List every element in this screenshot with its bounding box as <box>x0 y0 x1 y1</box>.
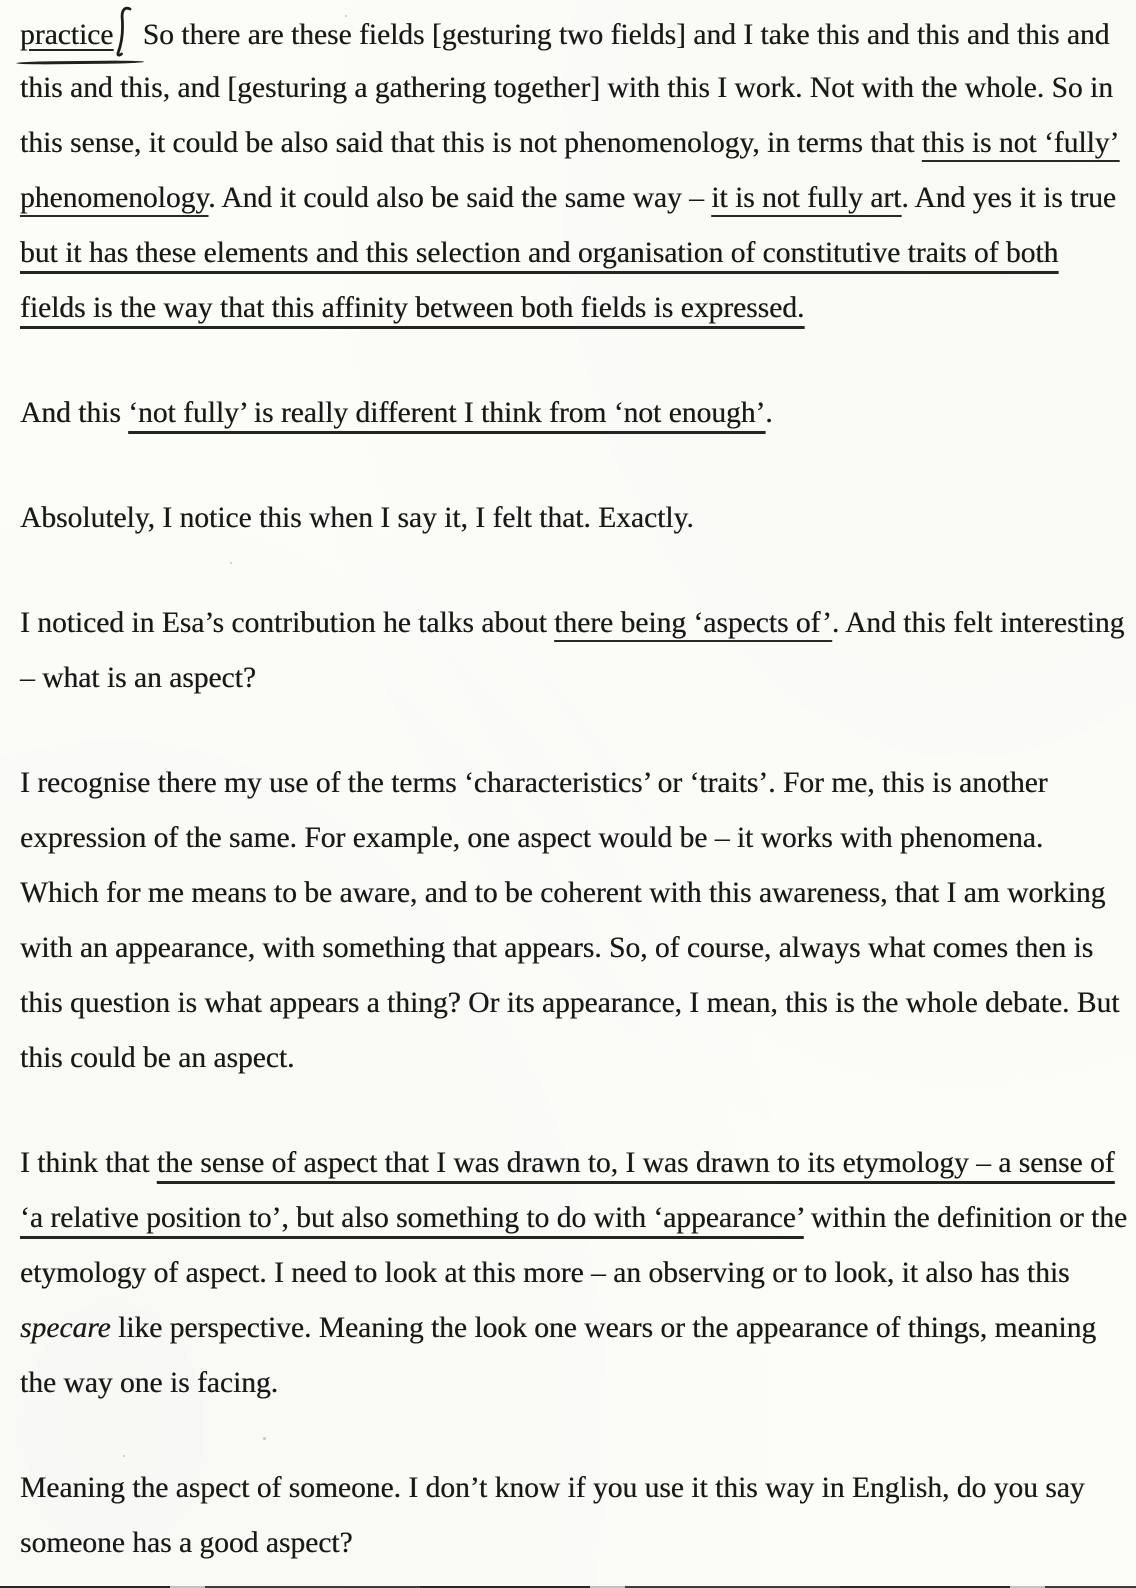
document-body <box>20 6 1128 1571</box>
text-line <box>20 866 1116 921</box>
underlined-text: there being ‘aspects of’ <box>554 607 832 639</box>
paragraph <box>20 6 1120 336</box>
text-line <box>20 1516 1116 1571</box>
paragraph <box>20 756 1120 1086</box>
scan-speck <box>230 562 232 564</box>
paragraph <box>20 1461 1116 1571</box>
text-segment: within the definition or the <box>803 1202 1128 1234</box>
text-segment: Absolutely, I notice this when I say it, I felt that. Exactly. <box>20 502 694 534</box>
paragraph <box>20 1136 1128 1411</box>
italic-term: specare <box>20 1312 111 1344</box>
text-line <box>20 596 1125 651</box>
underlined-text: practice <box>20 19 114 51</box>
text-line <box>20 756 1116 811</box>
text-segment: etymology of aspect. I need to look at this more – an observing or to look, it also has this <box>20 1257 1070 1289</box>
text-segment: with an appearance, with something that appears. So, of course, always what comes then is <box>20 932 1094 964</box>
text-segment: Meaning the aspect of someone. I don’t know if you use it this way in English, do you say <box>20 1472 1085 1504</box>
text-line <box>20 1356 1116 1411</box>
text-segment: I noticed in Esa’s contribution he talks about <box>20 607 555 639</box>
text-segment: Which for me means to be aware, and to be coherent with this awareness, that I am working <box>20 877 1106 909</box>
text-line <box>20 61 1116 116</box>
text-line <box>20 651 1116 706</box>
underlined-text: this is not ‘fully’ <box>921 127 1120 159</box>
text-segment: this question is what appears a thing? Or its appearance, I mean, this is the whole debate. But <box>20 987 1120 1019</box>
paragraph <box>20 386 1116 441</box>
text-segment: this sense, it could be also said that this is not phenomenology, in terms that <box>20 127 922 159</box>
scan-speck <box>123 1455 125 1457</box>
text-segment: . <box>765 397 773 429</box>
underlined-text: ‘a relative position to’, but also something to do with ‘appearance’ <box>20 1202 804 1234</box>
text-segment: this could be an aspect. <box>20 1042 295 1074</box>
text-line <box>20 281 1116 336</box>
text-segment: I think that <box>20 1147 157 1179</box>
text-line <box>20 171 1116 226</box>
text-line <box>20 1246 1116 1301</box>
text-segment: . And it could also be said the same way – <box>208 182 712 214</box>
scan-speck <box>345 15 347 17</box>
text-segment: this and this, and [gesturing a gathering together] with this I work. Not with the whole. So in <box>20 72 1113 104</box>
handwritten-comma-mark <box>114 6 134 58</box>
text-segment: the way one is facing. <box>20 1367 279 1399</box>
text-segment: someone has a good aspect? <box>20 1527 353 1559</box>
text-line <box>20 811 1116 866</box>
text-line <box>20 1461 1116 1516</box>
text-line <box>20 6 1116 61</box>
text-line <box>20 226 1116 281</box>
text-segment: I recognise there my use of the terms ‘characteristics’ or ‘traits’. For me, this is another <box>20 767 1048 799</box>
text-line <box>20 491 1116 546</box>
paragraph <box>20 491 1116 546</box>
text-line <box>20 921 1116 976</box>
text-line <box>20 1136 1116 1191</box>
text-line <box>20 1301 1116 1356</box>
text-segment: . And yes it is true <box>901 182 1116 214</box>
paragraph <box>20 596 1125 706</box>
text-line <box>20 116 1120 171</box>
underlined-text: phenomenology <box>20 182 209 214</box>
underlined-text: ‘not fully’ is really different I think from ‘not enough’ <box>128 397 766 429</box>
text-segment: expression of the same. For example, one aspect would be – it works with phenomena. <box>20 822 1044 854</box>
text-segment: And this <box>20 397 129 429</box>
underlined-text: it is not fully art <box>711 182 902 214</box>
underlined-text: but it has these elements and this selection and organisation of constitutive traits of both <box>20 237 1059 269</box>
text-line <box>20 386 1116 441</box>
text-segment: . And this felt interesting <box>831 607 1125 639</box>
text-line <box>20 1191 1128 1246</box>
underlined-text: fields is the way that this affinity between both fields is expressed. <box>20 292 805 324</box>
underlined-text: the sense of aspect that I was drawn to, I was drawn to its etymology – a sense of <box>156 1147 1115 1179</box>
text-line <box>20 976 1120 1031</box>
text-segment: like perspective. Meaning the look one wears or the appearance of things, meaning <box>110 1312 1097 1344</box>
text-segment: – what is an aspect? <box>20 662 256 694</box>
text-segment: So there are these fields [gesturing two fields] and I take this and this and this and <box>135 19 1110 51</box>
scan-speck <box>263 1437 266 1440</box>
text-line <box>20 1031 1116 1086</box>
